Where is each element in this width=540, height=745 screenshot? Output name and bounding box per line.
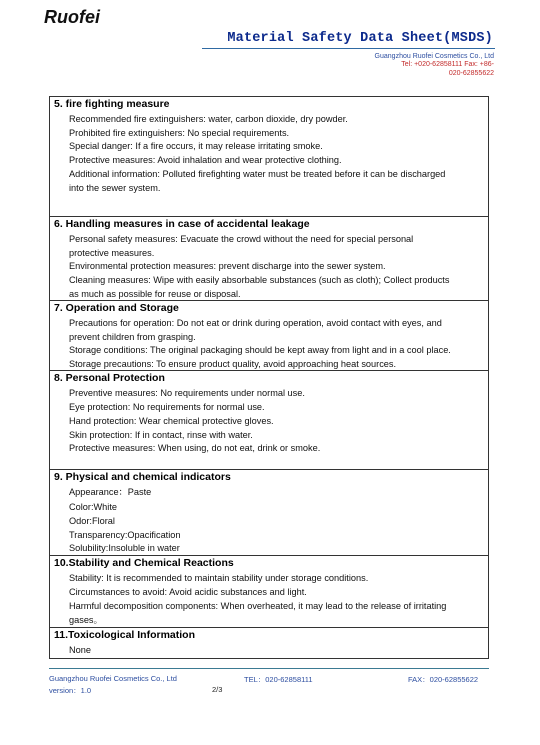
- section-line: Cleaning measures: Wipe with easily absorbable substances (such as cloth); Collect products: [69, 275, 450, 285]
- section-heading: 5. fire fighting measure: [54, 98, 170, 110]
- section-personal-protection: [49, 370, 489, 469]
- section-line: prevent children from grasping.: [69, 331, 196, 342]
- section-accidental-leakage: [49, 216, 489, 300]
- section-fire-fighting: [49, 96, 489, 216]
- section-line: Transparency:Opacification: [69, 530, 181, 540]
- section-line: Prohibited fire extinguishers: No special requirements.: [69, 127, 290, 138]
- section-heading: 7. Operation and Storage: [54, 302, 179, 314]
- section-line: Environmental protection measures: prevent discharge into the sewer system.: [69, 261, 386, 271]
- footer-version: version：1.0: [49, 686, 92, 695]
- section-heading: 6. Handling measures in case of accidental leakage: [54, 218, 310, 230]
- section-line: Additional information: Polluted firefighting water must be treated before it can be discharged: [69, 169, 446, 179]
- section-line: Recommended fire extinguishers: water, carbon dioxide, dry powder.: [69, 114, 348, 124]
- header-tel-fax: Tel: +020-62858111 Fax: +86-: [401, 61, 494, 68]
- section-line: Hand protection: Wear chemical protective gloves.: [69, 416, 274, 426]
- brand-logo-text: Ruofei: [44, 7, 100, 27]
- header-company: Guangzhou Ruofei Cosmetics Co., Ltd: [374, 53, 494, 60]
- footer-rule: [49, 668, 489, 669]
- section-physical-chemical: [49, 469, 489, 555]
- header-rule: [202, 48, 495, 49]
- header-fax-continued: 020-62855622: [448, 70, 494, 77]
- section-line: None: [69, 645, 91, 655]
- section-line: Circumstances to avoid: Avoid acidic substances and light.: [69, 587, 307, 597]
- section-line: Storage conditions: The original packaging should be kept away from light and in a cool place.: [69, 345, 451, 355]
- section-line: Skin protection: If in contact, rinse with water.: [69, 429, 253, 440]
- section-line: Protective measures: Avoid inhalation and wear protective clothing.: [69, 155, 342, 165]
- section-line: Eye protection: No requirements for normal use.: [69, 402, 265, 412]
- section-line: Color:White: [69, 502, 117, 512]
- section-operation-storage: [49, 300, 489, 370]
- section-line: Protective measures: When using, do not eat, drink or smoke.: [69, 443, 321, 453]
- footer-company: Guangzhou Ruofei Cosmetics Co., Ltd: [49, 674, 177, 683]
- section-line: Stability: It is recommended to maintain stability under storage conditions.: [69, 573, 369, 583]
- section-stability-reactions: [49, 555, 489, 627]
- footer-fax: FAX：020-62855622: [408, 675, 479, 684]
- footer-tel: TEL：020-62858111: [244, 675, 313, 684]
- section-heading: 10.Stability and Chemical Reactions: [54, 557, 234, 569]
- section-heading: 11.Toxicological Information: [54, 629, 195, 641]
- section-line: gases。: [69, 615, 103, 625]
- document-title: Material Safety Data Sheet(MSDS): [227, 31, 493, 46]
- footer-page-number: 2/3: [212, 685, 223, 694]
- section-heading: 9. Physical and chemical indicators: [54, 471, 231, 483]
- section-line: into the sewer system.: [69, 183, 161, 193]
- section-line: as much as possible for reuse or disposal.: [69, 289, 241, 299]
- section-line: Appearance：Paste: [69, 487, 152, 497]
- section-line: Storage precautions: To ensure product quality, avoid approaching heat sources.: [69, 358, 397, 369]
- section-line: Personal safety measures: Evacuate the crowd without the need for special personal: [69, 234, 414, 244]
- section-line: protective measures.: [69, 247, 155, 258]
- section-line: Preventive measures: No requirements under normal use.: [69, 388, 305, 398]
- section-line: Special danger: If a fire occurs, it may release irritating smoke.: [69, 141, 323, 151]
- section-line: Solubility:Insoluble in water: [69, 543, 180, 553]
- section-line: Harmful decomposition components: When overheated, it may lead to the release of irritating: [69, 601, 447, 611]
- section-line: Odor:Floral: [69, 516, 115, 526]
- section-toxicological: [49, 627, 489, 659]
- section-heading: 8. Personal Protection: [54, 372, 165, 384]
- section-line: Precautions for operation: Do not eat or drink during operation, avoid contact with eyes, and: [69, 318, 442, 328]
